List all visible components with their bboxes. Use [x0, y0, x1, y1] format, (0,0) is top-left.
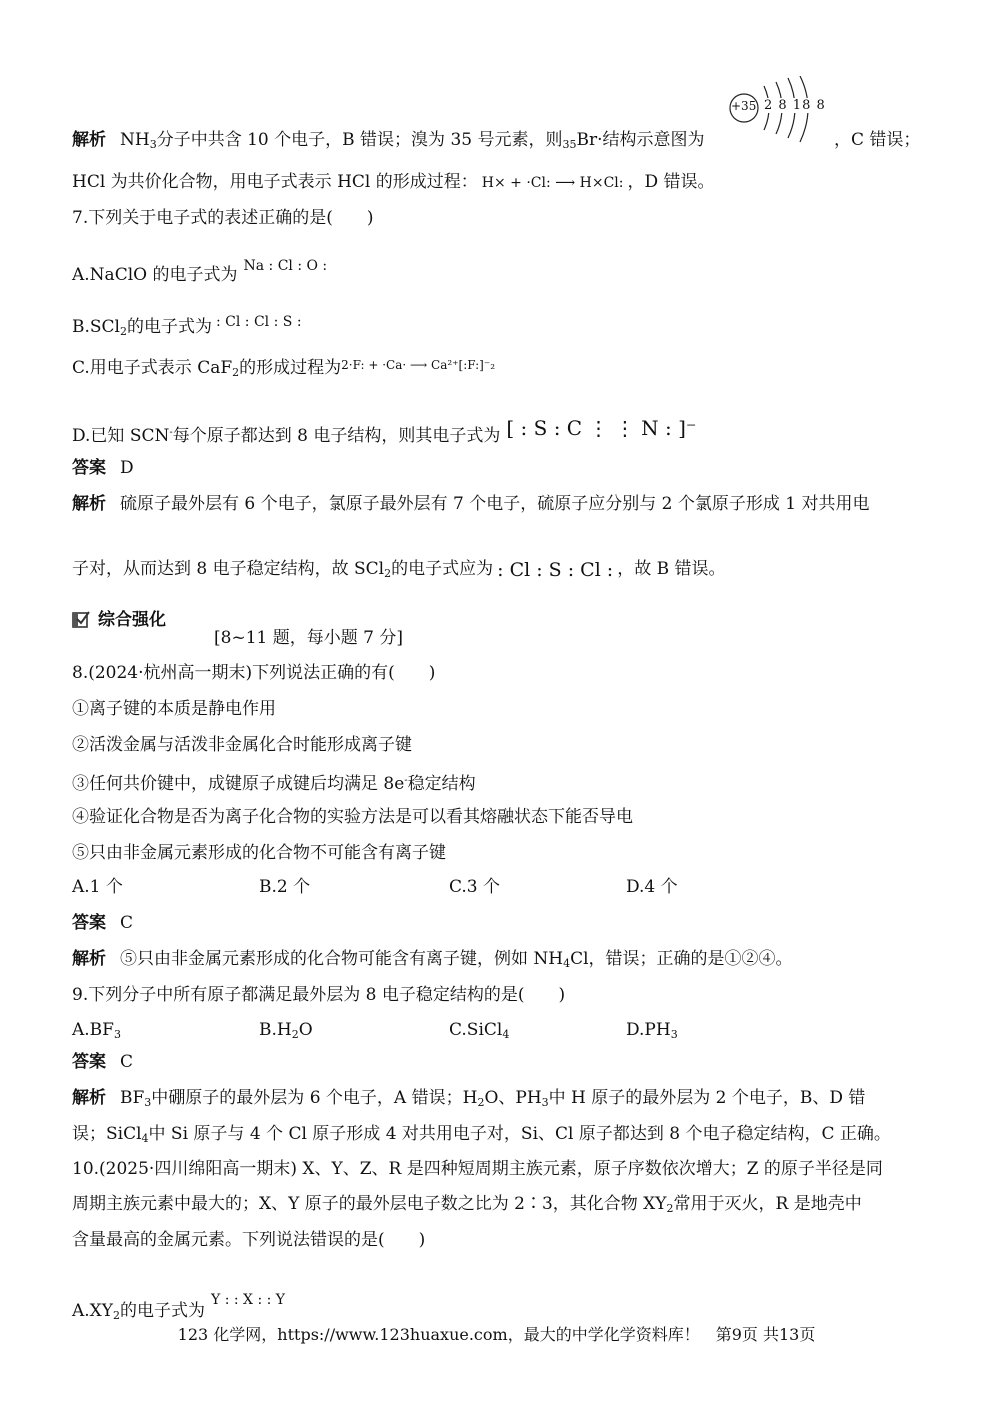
q10-stem-line3: 含量最高的金属元素。下列说法错误的是( ): [72, 1230, 426, 1250]
q10-option-a: $A.XY_2$的电子式为Y : : X : : Y: [72, 1292, 286, 1322]
q7-option-c: C.用电子式表示 CaF$_2$的形成过程为2·F: + ·Ca· ⟶ Ca²⁺[:F:]⁻₂: [72, 358, 495, 379]
q8-item-1: ①离子键的本质是静电作用: [72, 699, 276, 719]
q9-option-b: $B.H_2O$: [259, 1020, 313, 1041]
caf2-formation-formula: 2·F: + ·Ca· ⟶ Ca²⁺[:F:]⁻₂: [341, 358, 495, 372]
q9-stem: 9.下列分子中所有原子都满足最外层为 8 电子稳定结构的是( ): [72, 985, 566, 1005]
q6-analysis-line1-tail: ，C 错误；: [834, 130, 921, 150]
atom-shells: 2 8 18 8: [764, 98, 826, 113]
answer-label: 答案: [72, 1052, 106, 1072]
q8-item-2: ②活泼金属与活泼非金属化合时能形成离子键: [72, 735, 412, 755]
atom-nucleus: +35: [731, 99, 757, 113]
q9-option-a: $A.BF_3$: [72, 1020, 121, 1041]
q6-analysis-line1: 解析 $NH_3$分子中共含 10 个电子，B 错误；溴为 35 号元素，则$_{35}$Br·结构示意图为: [72, 130, 705, 151]
answer-label: 答案: [72, 913, 106, 933]
naclo-electron-formula: Na : Cl : O :: [243, 258, 328, 274]
q10-stem-line2: 周期主族元素中最大的；X、Y 原子的最外层电子数之比为 2∶3，其化合物 $XY_2$常用于灭火，R 是地壳中: [72, 1194, 862, 1215]
section-subtitle: [8~11 题，每小题 7 分]: [214, 628, 403, 648]
section-title: 综合强化: [98, 610, 166, 630]
scl2-electron-formula: : Cl : Cl : S :: [216, 314, 302, 330]
page-footer: 123 化学网，https://www.123huaxue.com，最大的中学化学资料库！ 第9页 共13页: [177, 1325, 816, 1344]
q9-analysis-line2: 误；SiCl$_4$中 Si 原子与 4 个 Cl 原子形成 4 对共用电子对，Si、Cl 原子都达到 8 个电子稳定结构，C 正确。: [72, 1124, 891, 1145]
q9-option-d: $D.PH_3$: [626, 1020, 678, 1041]
analysis-label: 解析: [72, 1088, 106, 1108]
answer-label: 答案: [72, 458, 106, 478]
q8-item-3: ③任何共价键中，成键原子成键后均满足 8e-稳定结构: [72, 774, 476, 794]
q7-analysis-line2: 子对，从而达到 8 电子稳定结构，故 SCl$_2$的电子式应为 : Cl : S : Cl : ，故 B 错误。: [72, 558, 726, 581]
section-header: [72, 608, 166, 632]
q9-answer: [72, 1050, 133, 1074]
analysis-label: 解析: [72, 130, 106, 150]
q9-option-c: C.SiCl$_4$: [449, 1020, 510, 1041]
answer-value: C: [120, 1052, 134, 1072]
q9-analysis-line1: 解析 $BF_3$中硼原子的最外层为 6 个电子，A 错误；$H_2O$、$PH_3$中 H 原子的最外层为 2 个电子，B、D 错: [72, 1088, 866, 1109]
analysis-label: 解析: [72, 494, 106, 514]
scn-electron-formula: [ : S : C ⋮ ⋮ N : ]⁻: [506, 416, 697, 440]
q7-option-a: A.NaClO 的电子式为 Na : Cl : O :: [72, 258, 328, 285]
q8-analysis: 解析 ⑤只由非金属元素形成的化合物可能含有离子键，例如 $NH_4Cl$，错误；正确的是①②④。: [72, 949, 793, 970]
q8-item-4: ④验证化合物是否为离子化合物的实验方法是可以看其熔融状态下能否导电: [72, 807, 633, 827]
checkbox-icon: [72, 610, 90, 628]
q7-answer: [72, 456, 134, 480]
analysis-label: 解析: [72, 949, 106, 969]
scl2-correct-formula: : Cl : S : Cl :: [497, 558, 614, 581]
q8-option-d: D.4 个: [626, 877, 678, 897]
q8-stem: 8.(2024·杭州高一期末)下列说法正确的有( ): [72, 663, 436, 683]
hcl-formation-formula: H× + ·Cl: ⟶ H×Cl:: [481, 174, 624, 191]
q7-option-b: B.SCl$_2$的电子式为 : Cl : Cl : S :: [72, 314, 302, 338]
q6-analysis-line2: HCl 为共价化合物，用电子式表示 HCl 的形成过程： H× + ·Cl: ⟶ H×Cl: ，D 错误。: [72, 172, 715, 192]
q7-option-d: D.已知 SCN-每个原子都达到 8 电子结构，则其电子式为 [ : S : C ⋮ ⋮ N : ]⁻: [72, 416, 697, 446]
answer-value: D: [120, 458, 134, 478]
br-atom-structure-diagram: [728, 76, 828, 148]
answer-value: C: [120, 913, 134, 933]
q8-item-5: ⑤只由非金属元素形成的化合物不可能含有离子键: [72, 843, 446, 863]
xy2-electron-formula: Y : : X : : Y: [211, 1292, 286, 1308]
q7-analysis-line1: 解析 硫原子最外层有 6 个电子，氯原子最外层有 7 个电子，硫原子应分别与 2 个氯原子形成 1 对共用电: [72, 494, 870, 514]
q8-option-c: C.3 个: [449, 877, 501, 897]
q7-stem: 7.下列关于电子式的表述正确的是( ): [72, 208, 374, 228]
q8-option-b: B.2 个: [259, 877, 311, 897]
q8-option-a: A.1 个: [72, 877, 123, 897]
q10-stem-line1: 10.(2025·四川绵阳高一期末) X、Y、Z、R 是四种短周期主族元素，原子序数依次增大；Z 的原子半径是同: [72, 1159, 883, 1179]
q8-answer: [72, 911, 133, 935]
